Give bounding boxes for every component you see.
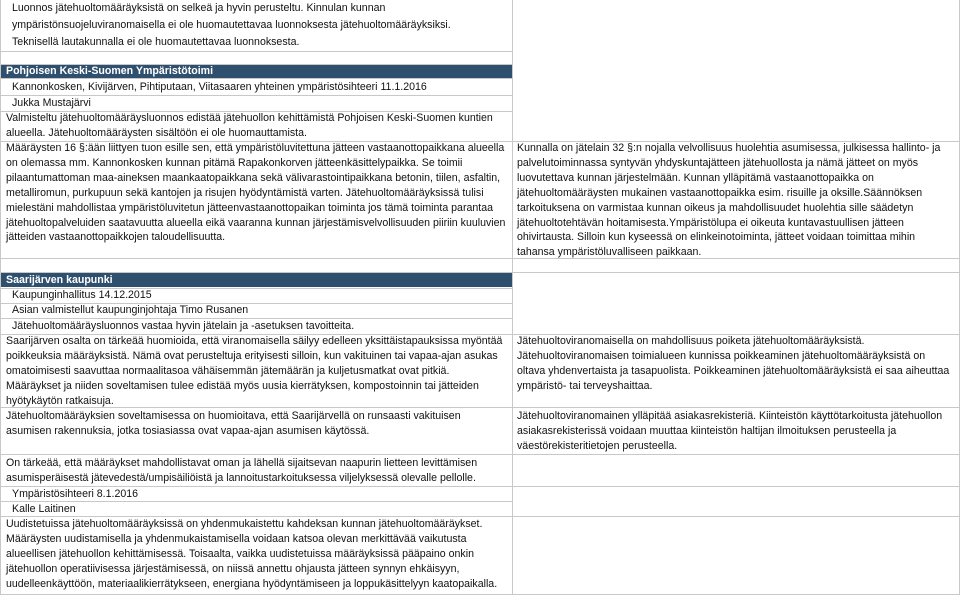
statement-text: Jätehuoltomääräysluonnos vastaa hyvin jätelain ja -asetuksen tavoitteita. xyxy=(12,320,355,332)
meeting-info: Kaupunginhallitus 14.12.2015 xyxy=(12,289,152,301)
meeting-info: Kannonkosken, Kivijärven, Pihtiputaan, Viitasaaren yhteinen ympäristösihteeri 11.1.2016 xyxy=(12,81,427,93)
person-name: Kalle Laitinen xyxy=(12,503,76,515)
comment-text: Uudistetuissa jätehuoltomääräyksissä on yhdenmukaistettu kahdeksan kunnan jätehuoltomääräykset. Määräysten uudistamisella ja yhdenmukaistamisella voidaan katsoa olevan merkittävää vaikutusta alueellisen jätehuollon kehittämisessä. Toisaalta, vaikka uudistetuissa määräyksissä pääpaino onkin jätehuollon operatiivisessa järjestämisessä, on niissä annettu ohjausta jätteen synnyn ehkäisyyn, uudelleenkäyttöön, materiaalikierrätykseen, energiana hyödyntämiseen ja loppukäsittelyyn kaatopaikalla. xyxy=(6,518,498,590)
person-name: Jukka Mustajärvi xyxy=(12,97,91,109)
comment-text: Jätehuoltomääräyksien soveltamisessa on huomioitava, että Saarijärvellä on runsaasti vakituisen asumisen rakennuksia, jotka tosiasiassa ovat vapaa-ajan asumisen käytössä. xyxy=(6,410,461,437)
intro-line-1: Luonnos jätehuoltomääräyksistä on selkeä ja hyvin perusteltu. Kinnulan kunnan xyxy=(12,2,386,14)
response-text: Jätehuoltoviranomaisella on mahdollisuus poiketa jätehuoltomääräyksistä. Jätehuoltoviranomaisen toimialueen kunnissa poikkeaminen jätehuoltomääräyksistä on oltava yhdenvertaista ja tasapuolista. Poikkeaminen jätehuoltomääräyksistä ei saa aiheuttaa ympäristö- tai terveyshaittaa. xyxy=(517,335,950,392)
section-header: Pohjoisen Keski-Suomen Ympäristötoimi xyxy=(1,64,512,78)
meeting-info: Ympäristösihteeri 8.1.2016 xyxy=(12,488,139,500)
statement-text: Valmisteltu jätehuoltomääräysluonnos edistää jätehuollon kehittämistä Pohjoisen Keski-Suomen kuntien alueella. Jätehuoltomääräysten sisältöön ei ole huomauttamista. xyxy=(6,112,493,139)
comment-text: Saarijärven osalta on tärkeää huomioida, että viranomaisella säilyy edelleen yksittäistapauksissa myöntää poikkeuksia määräyksistä. Nämä ovat perusteltuja erityisesti silloin, kun vakituinen tai vapaa-ajan asukas omatoimisesti saavuttaa normaalitasoa vähäisemmän jätemäärän ja kuljetusmatkat ovat pitkiä. Määräykset ja niiden soveltamisen tulee edistää myös uusia kierrätyksen, kompostoinnin tai jätteiden hyötykäytön ratkaisuja. xyxy=(6,335,503,407)
comment-text: Määräysten 16 §:ään liittyen tuon esille sen, että ympäristöluvitettuna jätteen vastaanottopaikkana alueella on olemassa mm. Kannonkosken kunnan pitämä Rapakonkorven jätteenkäsittelypaikka. Se toimii pilaantumattoman maa-aineksen maankaatopaikkana sekä välivarastointipaikkana betonin, tiilen, asfaltin, metalliromun, purkupuun sekä kantojen ja risujen hyödyntämistä varten. Jätehuoltomääräyksissä tulisi mielestäni mahdollistaa ympäristöluvitetun jätteenvastaanottopaikan toiminta jos tämä toiminta parantaa jätehuoltopalveluiden saatavuutta alueella eikä vaaranna kunnan järjestämisvelvollisuuden piiriin kuuluvien jätteiden vastaanottopaikkojen taloudellisuutta. xyxy=(6,142,506,244)
intro-line-2: ympäristönsuojeluviranomaisella ei ole huomautettavaa luonnoksesta jätehuoltomääräyksiksi. xyxy=(12,19,451,31)
intro-line-3: Teknisellä lautakunnalla ei ole huomautettavaa luonnoksesta. xyxy=(12,36,300,48)
preparer-info: Asian valmistellut kaupunginjohtaja Timo Rusanen xyxy=(12,304,249,316)
section-header: Saarijärven kaupunki xyxy=(1,273,512,287)
response-text: Jätehuoltoviranomainen ylläpitää asiakasrekisteriä. Kiinteistön käyttötarkoitusta jätehuollon asiakasrekisterissä voidaan muuttaa kiinteistön haltijan ilmoituksen perusteella ja väestörekisteritietojen perusteella. xyxy=(517,410,943,452)
comment-text: On tärkeää, että määräykset mahdollistavat oman ja lähellä sijaitsevan naapurin lietteen levittämisen asumisperäisestä jätevedestä/umpisäiliöistä ja lannoitustarkoituksessa viljelyksessä olevalle pellolle. xyxy=(6,457,478,484)
response-text: Kunnalla on jätelain 32 §:n nojalla velvollisuus huolehtia asumisessa, julkisessa hallinto- ja palvelutoiminnassa syntyvän yhdyskuntajätteen jätehuollosta ja nämä jätteet on myös luovutettava kunnan järjestelmään. Kunnan ylläpitämä vastaanottopaikka on jätehuoltomääräysten mukainen vastaanottopaikka esim. risuille ja oksille.Säännöksen tarkoituksena on varmistaa kunnan oikeus ja mahdollisuudet huolehtia sille säädetyn jätehuoltotehtävän hoitamisesta.Ympäristölupa ei oikeuta kuntavastuullisen jätteen ohivirtausta. Silloin kun kyseessä on elinkeinotoiminta, jätteet voidaan toimittaa mihin tahansa ympäristöluvalliseen paikkaan. xyxy=(517,142,941,259)
